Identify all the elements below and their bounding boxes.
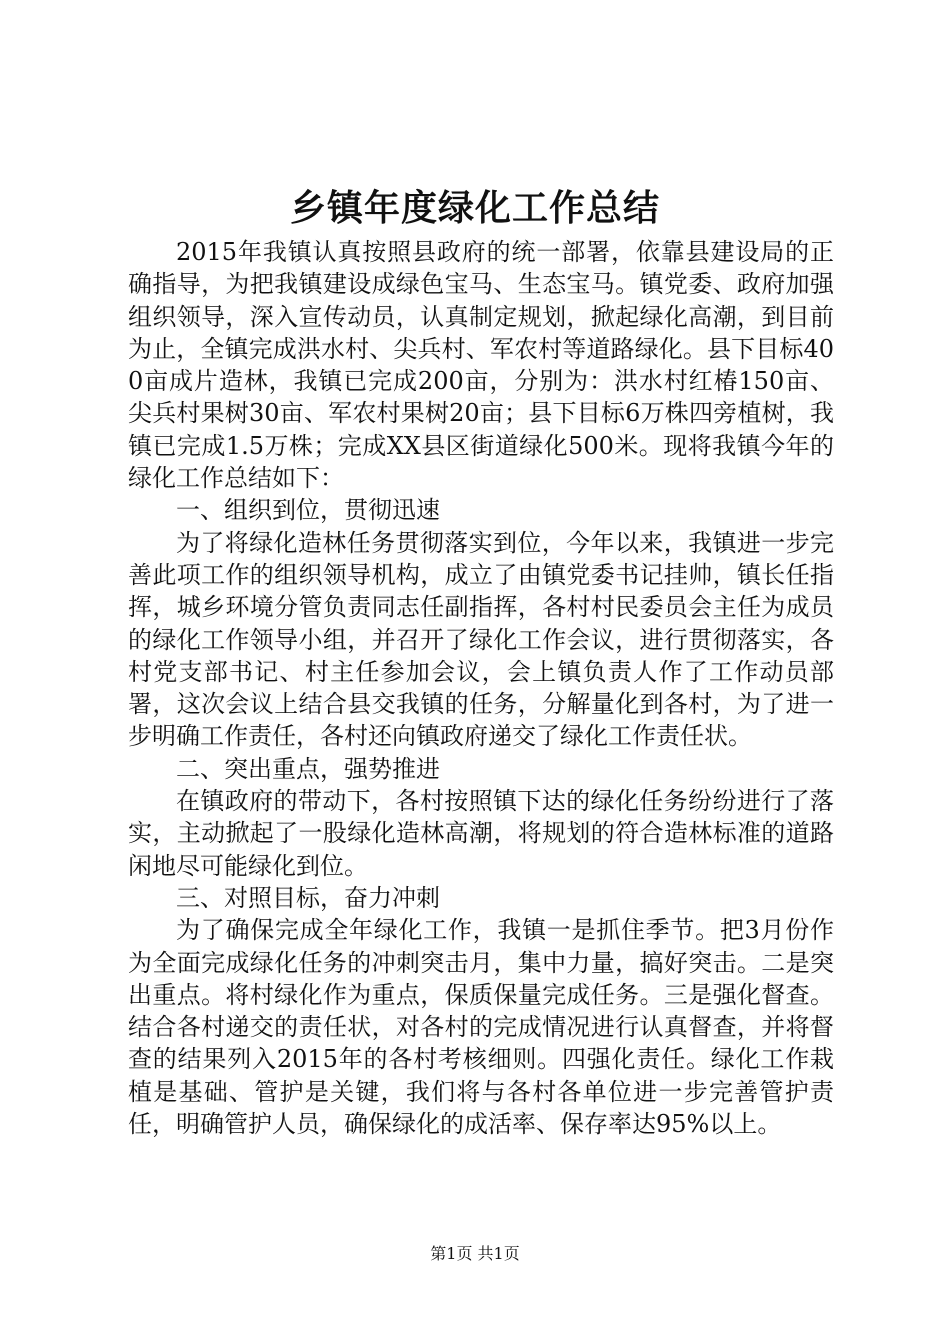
section-2-heading: 二、突出重点，强势推进 [176, 754, 440, 783]
section-1-paragraph: 为了将绿化造林任务贯彻落实到位，今年以来，我镇进一步完善此项工作的组织领导机构，成立了由镇党委书记挂帅，镇长任指挥，城乡环境分管负责同志任副指挥，各村村民委员会主任为成员的绿化工作领导小组，并召开了绿化工作会议，进行贯彻落实，各村党支部书记、村主任参加会议，会上镇负责人作了工作动员部署，这次会议上结合县交我镇的任务，分解量化到各村，为了进一步明确工作责任，各村还向镇政府递交了绿化工作责任状。 [128, 528, 834, 751]
document-title: 乡镇年度绿化工作总结 [289, 187, 660, 229]
intro-paragraph: 2015年我镇认真按照县政府的统一部署，依靠县建设局的正确指导，为把我镇建设成绿色宝马、生态宝马。镇党委、政府加强组织领导，深入宣传动员，认真制定规划，掀起绿化高潮，到目前为止，全镇完成洪水村、尖兵村、军农村等道路绿化。县下目标400亩成片造林，我镇已完成200亩，分别为：洪水村红椿150亩、尖兵村果树30亩、军农村果树20亩；县下目标6万株四旁植树，我镇已完成1.5万株；完成XX县区街道绿化500米。现将我镇今年的绿化工作总结如下： [128, 238, 834, 493]
section-3-paragraph: 为了确保完成全年绿化工作，我镇一是抓住季节。把3月份作为全面完成绿化任务的冲刺突击月，集中力量，搞好突击。二是突出重点。将村绿化作为重点，保质保量完成任务。三是强化督查。结合各村递交的责任状，对各村的完成情况进行认真督查，并将督查的结果列入2015年的各村考核细则。四强化责任。绿化工作栽植是基础、管护是关键，我们将与各村各单位进一步完善管护责任，明确管护人员，确保绿化的成活率、保存率达95%以上。 [128, 916, 834, 1139]
page-footer: 第1页 共1页 [430, 1244, 520, 1263]
section-3-heading: 三、对照目标，奋力冲刺 [176, 883, 440, 912]
section-2-paragraph: 在镇政府的带动下，各村按照镇下达的绿化任务纷纷进行了落实，主动掀起了一股绿化造林高潮，将规划的符合造林标准的道路闲地尽可能绿化到位。 [128, 787, 834, 880]
document-body [128, 236, 834, 1140]
section-1-heading: 一、组织到位，贯彻迅速 [176, 496, 440, 525]
